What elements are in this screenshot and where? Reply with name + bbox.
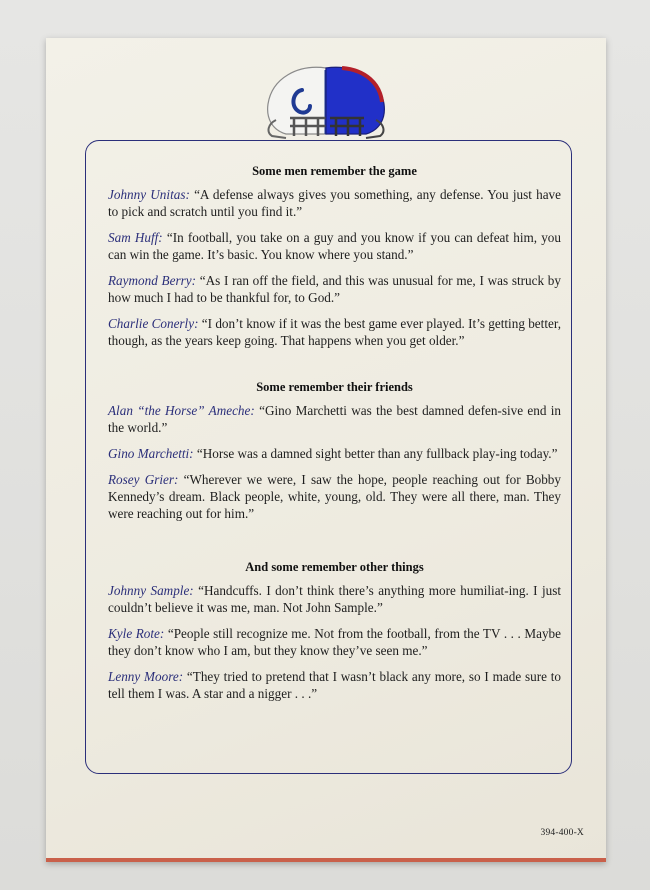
section-heading: Some men remember the game: [252, 164, 417, 178]
quote: [108, 229, 561, 263]
speaker: Charlie Conerly:: [108, 316, 199, 331]
quote-text: “Horse was a damned sight better than any fullback play-ing today.”: [196, 446, 558, 461]
section-heading: And some remember other things: [245, 560, 424, 574]
helmets-logo: [246, 60, 406, 152]
quote: [108, 625, 561, 659]
speaker: Raymond Berry:: [108, 273, 196, 288]
bottom-edge-strip: [46, 858, 606, 862]
section-heading: Some remember their friends: [256, 380, 413, 394]
quote-text: “Wherever we were, I saw the hope, people reaching out for Bobby Kennedy’s dream. Black people, white, young, old. They were all there, man. They were reaching out for him.”: [108, 472, 561, 521]
quote-text: “In football, you take on a guy and you know if you can defeat him, you can win the game. It’s basic. You know where you stand.”: [108, 230, 561, 262]
quote: [108, 445, 561, 462]
quote-list: [108, 582, 561, 702]
quote: [108, 582, 561, 616]
speaker: Gino Marchetti:: [108, 446, 194, 461]
speaker: Sam Huff:: [108, 230, 163, 245]
speaker: Johnny Sample:: [108, 583, 194, 598]
colts-helmet-icon: [268, 67, 326, 138]
quote: [108, 471, 561, 522]
speaker: Kyle Rote:: [108, 626, 165, 641]
giants-helmet-icon: [326, 67, 384, 138]
quote-text: “Handcuffs. I don’t think there’s anything more humiliat-ing. I just couldn’t believe it was me, man. Not John Sample.”: [108, 583, 562, 615]
quote: [108, 272, 561, 306]
speaker: Alan “the Horse” Ameche:: [108, 403, 255, 418]
quote-text: “As I ran off the field, and this was unusual for me, I was struck by how much I had to be thankful for, to God.”: [108, 273, 561, 305]
quote-text: “They tried to pretend that I wasn’t black any more, so I made sure to tell them I was. A star and a nigger . . .”: [108, 669, 562, 701]
quote-list: [108, 402, 561, 522]
quote: [108, 186, 561, 220]
quote-text: “Gino Marchetti was the best damned defen-sive end in the world.”: [108, 403, 561, 435]
quote-list: [108, 186, 561, 349]
isbn-number: 394-40⁠0⁠⁠-X: [540, 828, 584, 838]
speaker: Lenny Moore:: [108, 669, 184, 684]
book-back-cover: [46, 38, 606, 862]
quote-text: “People still recognize me. Not from the football, from the TV . . . Maybe they don’t know who I am, but they know they’ve seen me.”: [108, 626, 561, 658]
speaker: Rosey Grier:: [108, 472, 179, 487]
quote: [108, 668, 561, 702]
quote-text: “A defense always gives you something, any defense. You just have to pick and scratch until you find it.”: [108, 187, 562, 219]
quote-text: “I don’t know if it was the best game ever played. It’s getting better, though, as the years keep going. That happens when you get older.”: [108, 316, 561, 348]
speaker: Johnny Unitas:: [108, 187, 190, 202]
quote: [108, 402, 561, 436]
quote: [108, 315, 561, 349]
